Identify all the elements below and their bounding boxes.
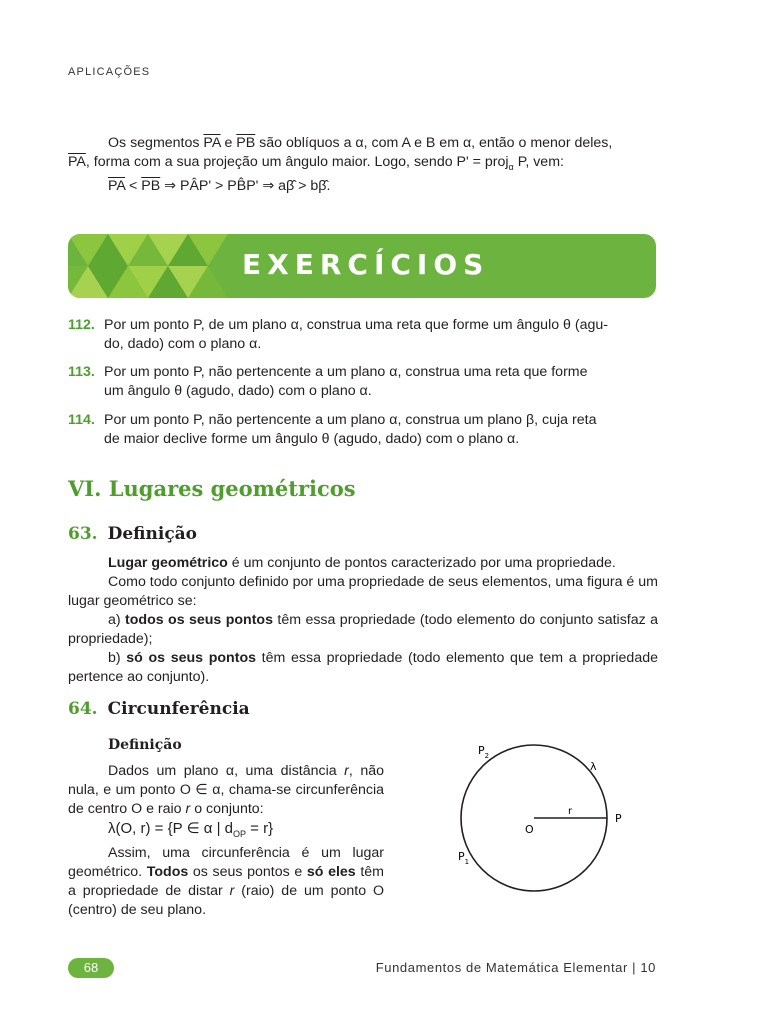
math-op: > [294,177,311,194]
exercise-text: de maior declive forme um ângulo θ (agudo, dado) com o plano α. [104,431,520,447]
exercise-number: 112. [68,317,95,333]
subsection-number: 64. [68,699,98,719]
item-a-text: têm essa propriedade (todo elemento do conjunto satisfaz a propriedade); [68,612,658,647]
text: , não nula, e um ponto O ∈ α, chama-se circunferência de centro O e raio [68,763,384,817]
segment-pa: $\overline{PA}$ [108,177,126,194]
circle-formula [108,819,384,844]
label-r: r [568,806,573,817]
text: o conjunto: [190,801,264,817]
exercise-number: 114. [68,412,95,428]
intro-text: , forma com a sua projeção um ângulo maior. Logo, sendo P' = proj [85,154,509,170]
text: os seus pontos e [188,864,307,880]
exercises-banner [68,234,656,298]
intro-text: Os segmentos [108,135,204,151]
circle-definition-text [68,762,384,920]
book-footer: Fundamentos de Matemática Elementar | 10 [375,960,656,975]
math-op: ⇒ [160,177,180,194]
subsection-64-title [68,699,250,719]
angle-bb: bβ̂ [310,177,327,194]
item-b-bold: só os seus pontos [126,650,257,666]
segment-pb: $\overline{PB}$ [236,135,256,151]
angle-pbp: PB̂P' [227,177,259,194]
exercise-114 [68,411,658,449]
math-op: . [326,177,331,194]
label-lambda: λ [590,760,597,773]
subsection-label: Circunferência [107,699,250,719]
running-header: APLICAÇÕES [68,66,151,78]
label-o: O [525,823,534,836]
item-a-bold: todos os seus pontos [125,612,273,628]
text: Dados um plano α, uma distância [108,763,345,779]
math-op: ⇒ [258,177,279,194]
definition-text: Como todo conjunto definido por uma propriedade de seus elementos, uma figura é um lugar geométrico se: [68,574,658,609]
intro-text: são oblíquos a α, com A e B em α, então o menor deles, [255,135,613,151]
segment-pa: $\overline{PA}$ [203,135,221,151]
segment-pa: $\overline{PA}$ [68,154,86,170]
subsection-63-title [68,524,197,544]
label-p: P [615,812,622,825]
banner-title: EXERCÍCIOS [242,248,490,281]
bold-so-eles: só eles [306,864,356,880]
item-prefix: b) [108,650,127,666]
inequality-line [108,177,658,196]
exercise-text: Por um ponto P, de um plano α, construa uma reta que forme um ângulo θ (agu- [104,317,609,333]
text: Assim, uma circunferência é um lugar geométrico. [68,845,384,880]
formula-subscript: OP [232,829,246,839]
segment-pb: $\overline{PB}$ [141,177,161,194]
formula-text: = r} [246,820,274,837]
definition-heading: Definição [108,737,182,753]
angle-ab: aβ̂ [278,177,295,194]
banner-triangle-pattern [68,234,243,298]
item-b-text: têm essa propriedade (todo elemento que tem a propriedade pertence ao conjunto). [68,650,658,685]
label-p1: $P_1$ [458,850,470,866]
formula-text: λ(O, r) = {P ∈ α | d [108,820,233,837]
item-prefix: a) [108,612,126,628]
proj-subscript: α [508,161,514,172]
exercise-text: Por um ponto P, não pertencente a um plano α, construa um plano β, cuja reta [104,412,597,428]
circle-diagram [452,740,652,900]
definition-block [68,554,658,687]
exercise-text: do, dado) com o plano α. [104,336,262,352]
text: (raio) de um ponto O (centro) de seu plano. [68,883,385,918]
subsection-number: 63. [68,524,98,544]
exercise-text: um ângulo θ (agudo, dado) com o plano α. [104,383,372,399]
var-r: r [185,801,191,817]
var-r: r [344,763,349,779]
definition-text: é um conjunto de pontos caracterizado por uma propriedade. [227,555,616,571]
label-p2: $P_2$ [478,744,490,760]
intro-text: P, vem: [513,154,564,170]
angle-pap: PÂP' [179,177,212,194]
text: têm a propriedade de distar [68,864,384,899]
subsection-label: Definição [107,524,198,544]
term-lugar-geometrico: Lugar geométrico [108,555,228,571]
intro-paragraph [68,134,658,196]
exercise-number: 113. [68,364,95,380]
math-op: > [211,177,228,194]
page-number-badge: 68 [68,958,114,978]
exercise-113 [68,363,658,401]
section-title: VI. Lugares geométricos [68,476,356,501]
bold-todos: Todos [146,864,189,880]
math-op: < [125,177,142,194]
exercise-text: Por um ponto P, não pertencente a um plano α, construa uma reta que forme [104,364,588,380]
var-r: r [229,883,235,899]
exercise-112 [68,316,658,354]
intro-text: e [220,135,237,151]
